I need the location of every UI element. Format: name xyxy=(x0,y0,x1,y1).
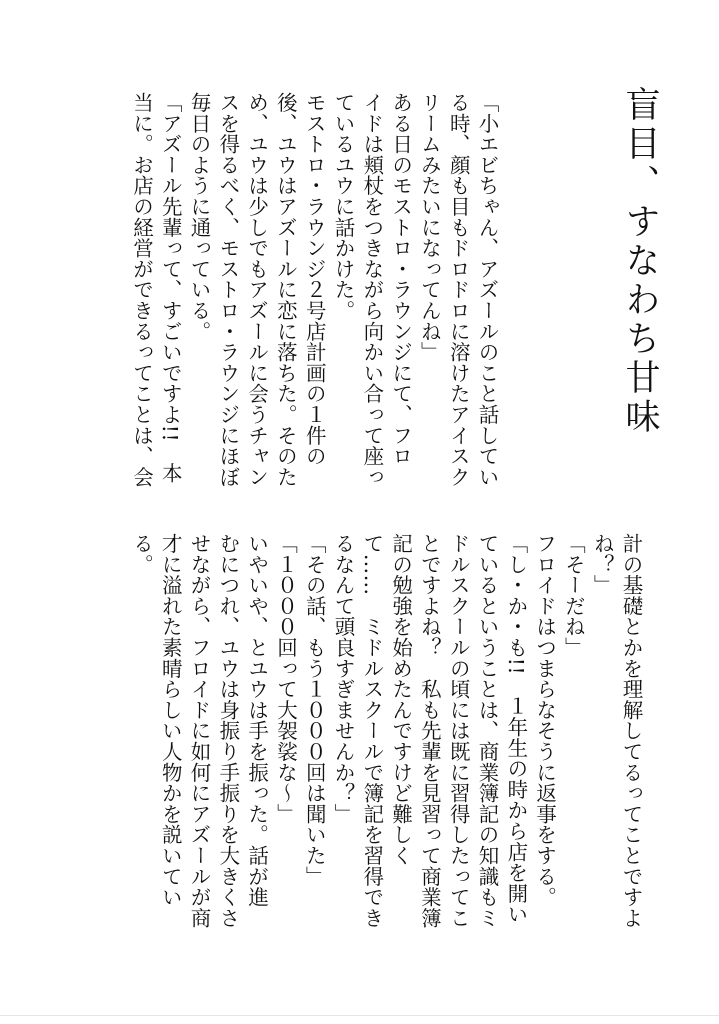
text-line: 毎日のように通っている。 xyxy=(187,92,212,342)
text-line: ているユウに話かけた。 xyxy=(331,92,356,321)
text-line: て…… ミドルスクールで簿記を習得でき xyxy=(359,533,384,929)
text-line: る。 xyxy=(129,533,154,575)
text-line: ドルスクールの頃には既に習得したってこ xyxy=(446,533,471,929)
text-line: とですよね？ 私も先輩を見習って商業簿 xyxy=(417,533,442,929)
text-line: リームみたいになってんね」 xyxy=(417,92,442,363)
text-line: 記の勉強を始めたんですけど難しく xyxy=(388,533,413,866)
text-line: せながら、フロイドに如何にアズールが商 xyxy=(187,533,212,929)
text-line: 「し・か・も!! １年生の時から店を開い xyxy=(503,533,528,925)
text-line: ね？」 xyxy=(590,533,615,596)
text-line: イドは頬杖をつきながら向かい合って座っ xyxy=(359,92,384,488)
text-line: いやいや、とユウは手を振った。話が進 xyxy=(244,533,269,908)
text-line: ある日のモストロ・ラウンジにて、フロ xyxy=(388,92,413,467)
text-line: 計の基礎とかを理解してるってことですよ xyxy=(619,533,643,929)
text-line: 「小エビちゃん、アズールのこと話してい xyxy=(475,92,499,488)
text-line: フロイドはつまらなそうに返事をする。 xyxy=(532,533,557,908)
text-line: 後、ユウはアズールに恋に落ちた。そのた xyxy=(273,92,298,488)
text-block-bottom xyxy=(127,533,645,943)
text-line: 才に溢れた素晴らしい人物かを説いてい xyxy=(158,533,183,908)
story-title: 盲目、すなわち甘味 xyxy=(620,86,660,437)
page-bottom-divider xyxy=(0,1015,719,1016)
text-line: 「その話、もう１０００回は聞いた」 xyxy=(302,533,327,887)
text-line: ているということは、商業簿記の知識もミ xyxy=(475,533,500,929)
text-line: 「１０００回って大袈裟な～」 xyxy=(273,533,298,825)
text-line: め、ユウは少しでもアズールに会うチャン xyxy=(244,92,269,488)
text-line: 「アズール先輩って、すごいですよ!! 本 xyxy=(158,92,183,484)
text-block-top xyxy=(127,92,501,492)
text-line: スを得るべく、モストロ・ラウンジにほぼ xyxy=(215,92,240,488)
text-line: るなんて頭良すぎませんか？」 xyxy=(331,533,356,825)
text-line: る時、顔も目もドロドロに溶けたアイスク xyxy=(446,92,471,488)
text-line: モストロ・ラウンジ２号店計画の１件の xyxy=(302,92,327,467)
text-line: 当に。お店の経営ができるってことは、会 xyxy=(129,92,154,488)
text-line: むにつれ、ユウは身振り手振りを大きくさ xyxy=(215,533,240,929)
text-line: 「そーだね」 xyxy=(561,533,586,658)
